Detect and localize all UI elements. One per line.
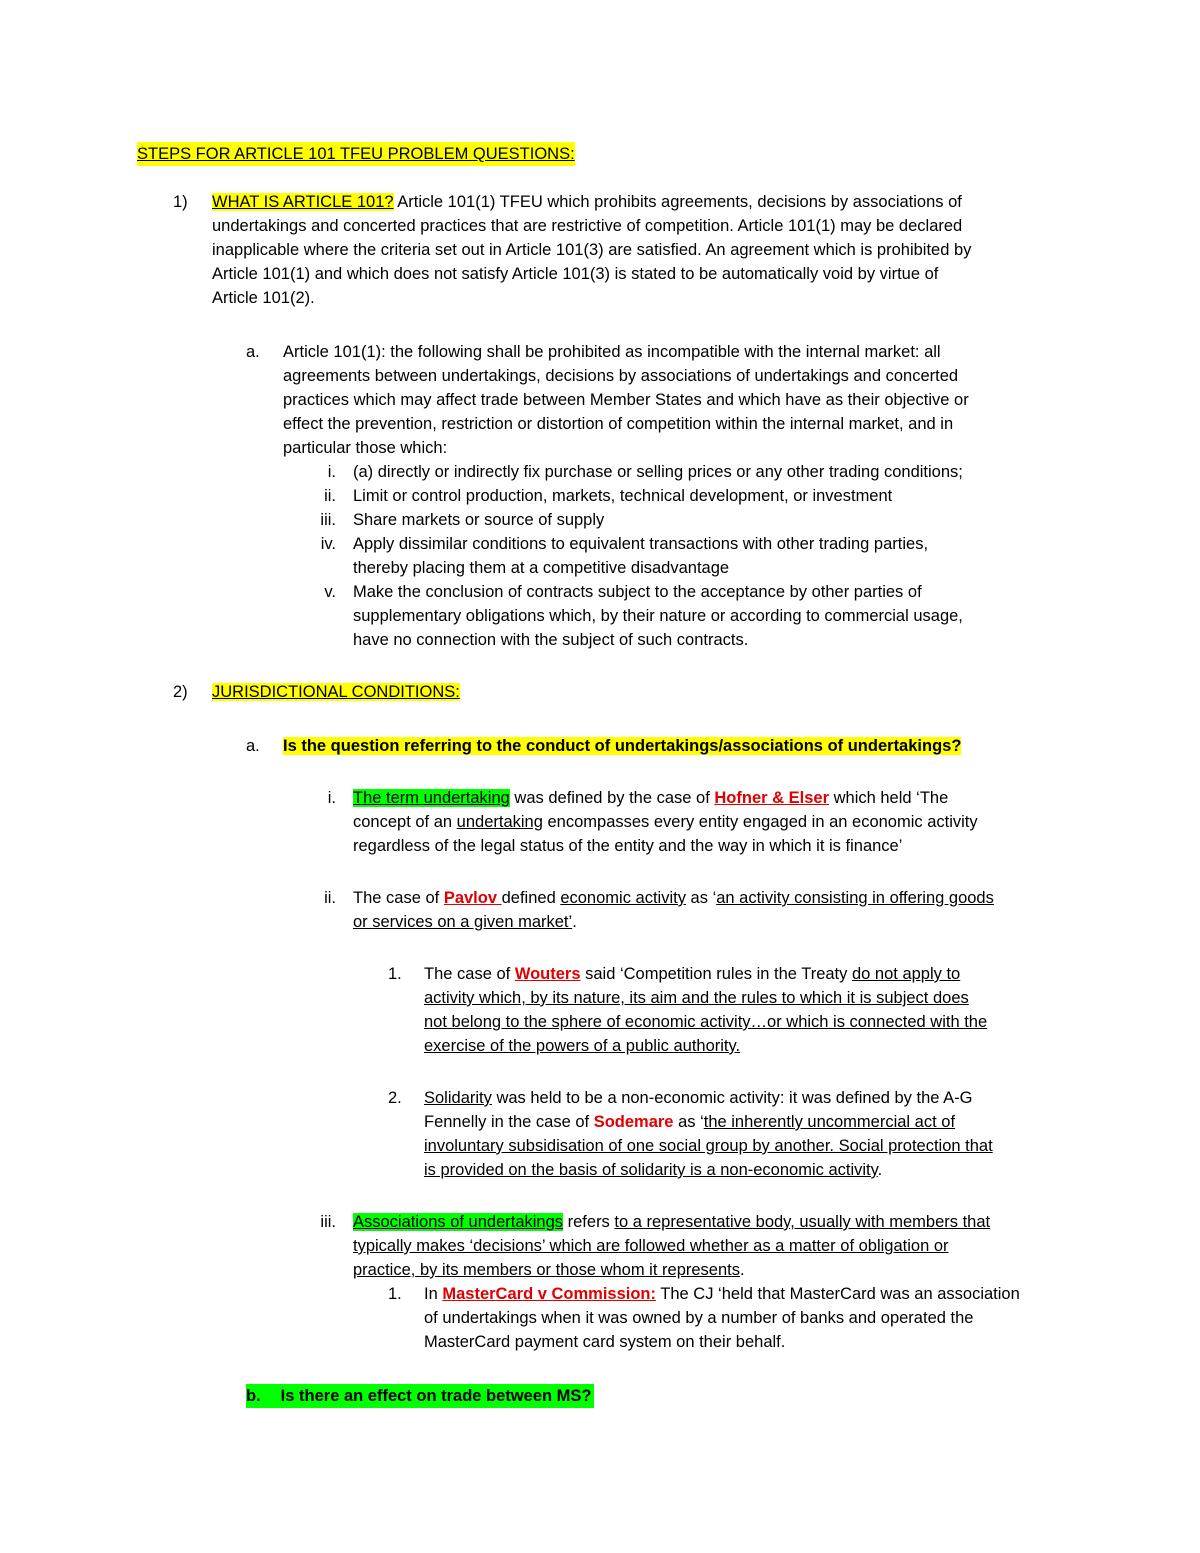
item-2a-ii-line-2: or services on a given market’. [353,913,577,931]
section-1-line-1: WHAT IS ARTICLE 101? Article 101(1) TFEU which prohibits agreements, decisions by associations of [212,193,962,211]
term-undertaking-highlight: The term undertaking [353,789,510,807]
section-1-line-3: inapplicable where the criteria set out in Article 101(3) are satisfied. An agreement which is prohibited by [212,241,972,259]
roman-v-line-1: Make the conclusion of contracts subject to the acceptance by other parties of [353,583,922,601]
item-2a-ii-number: ii. [324,889,336,907]
roman-iii-number: iii. [320,511,336,529]
roman-iii-text: Share markets or source of supply [353,511,605,529]
item-2a-iii-line-2: typically makes ‘decisions’ which are followed whether as a matter of obligation or [353,1237,949,1255]
item-1a-line-4: effect the prevention, restriction or distortion of competition within the internal market, and in [283,415,954,433]
item-2a-i-line-1: The term undertaking was defined by the case of Hofner & Elser which held ‘The [353,789,949,807]
item-2a-ii-2-line-4: is provided on the basis of solidarity is a non-economic activity. [424,1161,883,1179]
roman-v-line-3: have no connection with the subject of such contracts. [353,631,749,649]
item-2a-ii-2-line-1: Solidarity was held to be a non-economic activity: it was defined by the A-G [424,1089,973,1107]
item-2a-iii-line-3: practice, by its members or those whom it represents. [353,1261,745,1279]
item-2a-ii-1-line-4: exercise of the powers of a public authority. [424,1037,741,1055]
item-2b [246,1384,594,1408]
section-1-number: 1) [173,193,188,211]
item-2a-ii-2-number: 2. [388,1089,402,1107]
item-2a-iii-1-line-1: In MasterCard v Commission: The CJ ‘held that MasterCard was an association [424,1285,1020,1303]
item-2a-i-number: i. [327,789,336,807]
case-pavlov: Pavlov [443,889,502,907]
item-2a-iii-number: iii. [320,1213,336,1231]
roman-iv-line-2: thereby placing them at a competitive disadvantage [353,559,730,577]
item-2a-ii-2-line-2: Fennelly in the case of Sodemare as ‘the inherently uncommercial act of [424,1113,956,1131]
section-1-heading: WHAT IS ARTICLE 101? [212,193,394,211]
item-1a-line-3: practices which may affect trade between Member States and which have as their objective or [283,391,969,409]
roman-i-text: (a) directly or indirectly fix purchase or selling prices or any other trading conditions; [353,463,963,481]
item-1a-line-1: Article 101(1): the following shall be prohibited as incompatible with the internal market: all [283,343,941,361]
item-2a-ii-1-number: 1. [388,965,402,983]
case-hofner-elser: Hofner & Elser [714,789,830,807]
item-2a-question: Is the question referring to the conduct of undertakings/associations of undertakings? [283,737,962,755]
item-2a-iii-1-line-2: of undertakings when it was owned by a number of banks and operated the [424,1309,974,1327]
document-title: STEPS FOR ARTICLE 101 TFEU PROBLEM QUESTIONS: [137,142,575,166]
roman-i-number: i. [327,463,336,481]
item-2a-number: a. [246,737,260,755]
roman-ii-text: Limit or control production, markets, technical development, or investment [353,487,893,505]
item-2a-iii-1-line-3: MasterCard payment card system on their behalf. [424,1333,786,1351]
case-mastercard: MasterCard v Commission: [442,1285,656,1303]
section-1-line-2: undertakings and concerted practices that are restrictive of competition. Article 101(1) may be declared [212,217,963,235]
associations-highlight: Associations of undertakings [353,1213,564,1231]
section-2-heading: JURISDICTIONAL CONDITIONS: [212,683,460,701]
item-2a-ii-2-line-3: involuntary subsidisation of one social group by another. Social protection that [424,1137,993,1155]
case-sodemare: Sodemare [593,1113,674,1131]
item-2b-question: Is there an effect on trade between MS? [280,1387,592,1405]
item-1a-line-2: agreements between undertakings, decisions by associations of undertakings and concerted [283,367,959,385]
item-2a-ii-line-1: The case of Pavlov defined economic activity as ‘an activity consisting in offering goods [353,889,994,907]
roman-v-number: v. [324,583,336,601]
roman-ii-number: ii. [324,487,336,505]
roman-iv-line-1: Apply dissimilar conditions to equivalent transactions with other trading parties, [353,535,929,553]
case-wouters: Wouters [514,965,581,983]
item-1a-line-5: particular those which: [283,439,448,457]
item-2a-ii-1-line-1: The case of Wouters said ‘Competition rules in the Treaty do not apply to [424,965,961,983]
roman-v-line-2: supplementary obligations which, by their nature or according to commercial usage, [353,607,963,625]
item-2a-iii-line-1: Associations of undertakings refers to a representative body, usually with members that [353,1213,991,1231]
item-2a-ii-1-line-2: activity which, by its nature, its aim and the rules to which it is subject does [424,989,969,1007]
item-2a-i-line-3: regardless of the legal status of the entity and the way in which it is finance’ [353,837,903,855]
item-2a-iii-1-number: 1. [388,1285,402,1303]
section-1-line-5: Article 101(2). [212,289,315,307]
item-1a-number: a. [246,343,260,361]
item-2a-ii-1-line-3: not belong to the sphere of economic activity…or which is connected with the [424,1013,988,1031]
item-2b-number: b. [246,1387,261,1405]
section-2-number: 2) [173,683,188,701]
roman-iv-number: iv. [320,535,336,553]
section-1-line-4: Article 101(1) and which does not satisfy Article 101(3) is stated to be automatically void by virtue of [212,265,939,283]
item-2a-i-line-2: concept of an undertaking encompasses every entity engaged in an economic activity [353,813,978,831]
